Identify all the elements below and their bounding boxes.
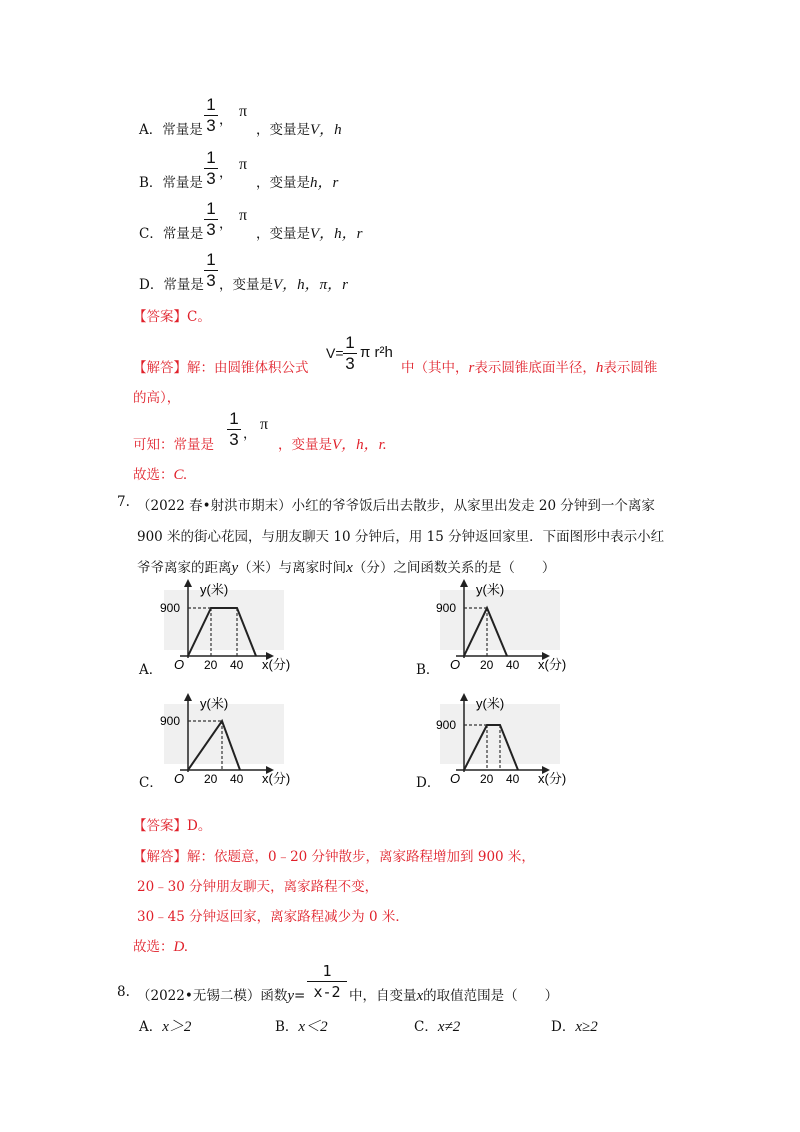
solution-tag: 【解答】 — [133, 849, 187, 865]
solution-text: 解：依题意，0﹣20 分钟散步，离家路程增加到 900 米， — [187, 849, 535, 865]
q7-solution-line3: 30﹣45 分钟返回家，离家路程减少为 0 米． — [137, 909, 409, 925]
graph-a — [158, 578, 308, 673]
separator: ， — [243, 426, 257, 442]
option-letter: C． — [414, 1019, 438, 1035]
equals-sign: = — [294, 988, 306, 1004]
solution-line3-prefix: 可知：常量是 — [133, 437, 214, 453]
fraction-one-third: 1 3 — [204, 200, 218, 239]
solution-suffix: 中（其中， — [401, 360, 469, 376]
var-y: y — [231, 560, 239, 576]
x-axis-label: x(分) — [538, 657, 567, 672]
q7-choice — [133, 935, 188, 956]
fraction-one-third: 1 3 — [227, 410, 241, 449]
x-axis-label: x(分) — [262, 771, 291, 786]
question-line3-b: （米）与离家时间 — [238, 560, 347, 576]
variables: h，r — [310, 175, 339, 191]
fraction-one-third: 1 3 — [204, 149, 218, 188]
option-letter: B． — [275, 1019, 299, 1035]
variables: V，h，π，r — [273, 277, 349, 293]
formula-rest: π r²h — [360, 344, 393, 361]
y-axis-label: y(米) — [200, 696, 229, 711]
y-tick-900: 900 — [160, 601, 181, 615]
formula-fraction: 1 3 — [343, 334, 357, 373]
option-expr: x≠2 — [437, 1019, 461, 1035]
separator: ， — [219, 112, 233, 128]
option-letter: A． — [139, 122, 163, 138]
y-axis-label: y(米) — [476, 582, 505, 597]
solution-line2: 的高）， — [133, 390, 181, 406]
option-letter: C． — [139, 226, 163, 242]
variable-label: ，变量是 — [256, 122, 310, 138]
var-x: x — [346, 560, 353, 576]
graph-b — [434, 578, 584, 673]
q8-option-b[interactable] — [275, 1015, 328, 1036]
y-axis-label: y(米) — [476, 696, 505, 711]
graph-d — [434, 692, 584, 787]
choice-label: 故选： — [133, 467, 174, 483]
x-tick-20: 20 — [480, 772, 494, 786]
fraction-one-third: 1 3 — [204, 251, 218, 290]
question-text-c: 的取值范围是（ ） — [423, 988, 559, 1004]
variable-label: ，变量是 — [219, 277, 273, 293]
choice-label: 故选： — [133, 939, 174, 955]
origin-label: O — [174, 771, 185, 786]
solution-prefix: 解：由圆锥体积公式 — [187, 360, 309, 376]
option-letter: A． — [139, 1019, 163, 1035]
variables: V，h，r. — [332, 437, 387, 453]
question-line1: （2022 春•射洪市期末）小红的爷爷饭后出去散步，从家里出发走 20 分钟到一个离家 — [137, 498, 655, 514]
question-text-b: 中，自变量 — [349, 988, 417, 1004]
option-expr: x≥2 — [575, 1019, 598, 1035]
q8-fraction: 1 x-2 — [307, 962, 347, 1001]
x-axis-label: x(分) — [538, 771, 567, 786]
option-letter: B． — [139, 175, 163, 191]
origin-label: O — [174, 657, 185, 672]
pi-symbol: π — [239, 103, 248, 120]
question-text-a: （2022•无锡二模）函数 — [137, 988, 288, 1004]
choice-letter: D. — [173, 939, 189, 955]
option-letter: A． — [139, 662, 163, 678]
x-tick-20: 20 — [204, 658, 218, 672]
option-letter: C． — [139, 775, 163, 791]
q8-option-c[interactable] — [414, 1015, 460, 1036]
const-label: 常量是 — [162, 175, 203, 191]
q6-answer: 【答案】C。 — [133, 309, 211, 325]
question-number: 7. — [117, 494, 130, 510]
option-letter: D． — [416, 775, 441, 791]
y-tick-900: 900 — [160, 714, 181, 728]
separator: ， — [219, 216, 233, 232]
q8-option-a[interactable] — [139, 1015, 191, 1036]
q8-option-d[interactable] — [551, 1015, 598, 1036]
origin-label: O — [450, 657, 461, 672]
graph-c — [158, 692, 308, 787]
option-expr: x＞2 — [162, 1019, 192, 1035]
q7-solution-line2: 20﹣30 分钟朋友聊天，离家路程不变， — [137, 879, 379, 895]
variables: V，h，r — [310, 226, 363, 242]
question-number: 8. — [117, 984, 130, 1000]
const-label: 常量是 — [163, 277, 204, 293]
choice-letter: C. — [173, 467, 188, 483]
q7-answer: 【答案】D。 — [133, 818, 212, 834]
variables: V，h — [310, 122, 342, 138]
origin-label: O — [450, 771, 461, 786]
option-letter: B． — [416, 662, 440, 678]
var-x: x — [416, 988, 424, 1004]
question-line3-c: （分）之间函数关系的是（ ） — [352, 560, 556, 576]
y-tick-900: 900 — [436, 601, 457, 615]
x-tick-40: 40 — [230, 658, 244, 672]
var-h: h — [595, 360, 604, 376]
question-line3-a: 爷爷离家的距离 — [137, 560, 232, 576]
formula-v: V= — [326, 345, 344, 361]
solution-mid1: 表示圆锥底面半径， — [474, 360, 596, 376]
const-label: 常量是 — [162, 226, 204, 242]
x-tick-40: 40 — [506, 658, 520, 672]
x-tick-40: 40 — [506, 772, 520, 786]
separator: ， — [219, 165, 233, 181]
variable-label: ，变量是 — [278, 437, 332, 453]
question-line2: 900 米的街心花园，与朋友聊天 10 分钟后，用 15 分钟返回家里．下面图形中表示小红 — [137, 529, 665, 545]
x-tick-20: 20 — [480, 658, 494, 672]
option-expr: x＜2 — [298, 1019, 328, 1035]
option-letter: D． — [551, 1019, 576, 1035]
var-r: r — [468, 360, 475, 376]
solution-tag: 【解答】 — [133, 360, 187, 376]
q7-solution-line1 — [133, 845, 535, 865]
y-tick-900: 900 — [436, 718, 457, 732]
solution-mid2: 表示圆锥 — [603, 360, 658, 376]
x-tick-20: 20 — [204, 772, 218, 786]
fraction-one-third: 1 3 — [204, 96, 218, 135]
option-letter: D． — [139, 277, 164, 293]
const-label: 常量是 — [162, 122, 203, 138]
pi-symbol: π — [239, 156, 248, 173]
y-axis-label: y(米) — [200, 582, 229, 597]
pi-symbol: π — [239, 207, 248, 224]
variable-label: ，变量是 — [256, 226, 310, 242]
x-tick-40: 40 — [230, 772, 244, 786]
variable-label: ，变量是 — [256, 175, 310, 191]
var-y: y — [287, 988, 294, 1004]
pi-symbol: π — [260, 416, 269, 433]
x-axis-label: x(分) — [262, 657, 291, 672]
